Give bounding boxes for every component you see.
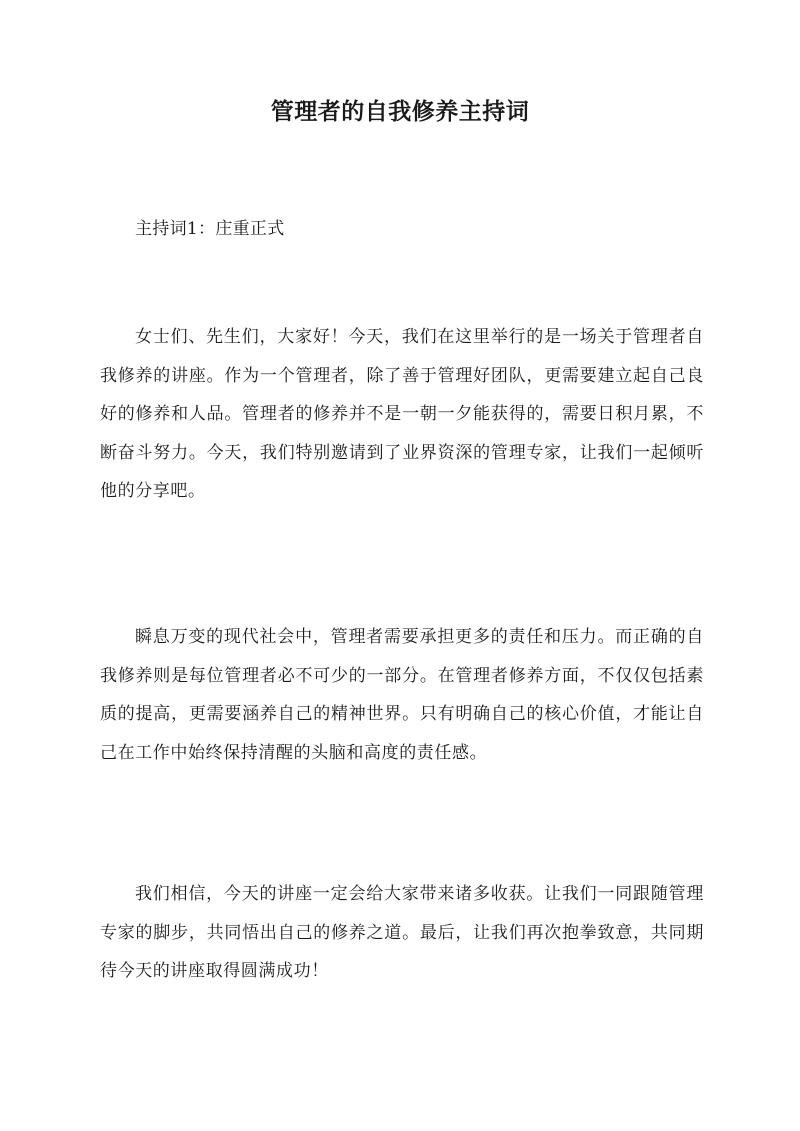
- paragraph-2: 瞬息万变的现代社会中，管理者需要承担更多的责任和压力。而正确的自我修养则是每位管理者必不可少的一部分。在管理者修养方面，不仅仅包括素质的提高，更需要涵养自己的精神世界。只有明确自己的核心价值，才能让自己在工作中始终保持清醒的头脑和高度的责任感。: [100, 627, 704, 763]
- document-title: 管理者的自我修养主持词: [270, 98, 530, 125]
- section-heading: 主持词1：庄重正式: [135, 219, 285, 239]
- paragraph-3: 我们相信，今天的讲座一定会给大家带来诸多收获。让我们一同跟随管理专家的脚步，共同悟出自己的修养之道。最后，让我们再次抱拳致意，共同期待今天的讲座取得圆满成功！: [100, 884, 704, 982]
- paragraph-1: 女士们、先生们，大家好！今天，我们在这里举行的是一场关于管理者自我修养的讲座。作为一个管理者，除了善于管理好团队，更需要建立起自己良好的修养和人品。管理者的修养并不是一朝一夕能获得的，需要日积月累，不断奋斗努力。今天，我们特别邀请到了业界资深的管理专家，让我们一起倾听他的分享吧。: [100, 327, 704, 502]
